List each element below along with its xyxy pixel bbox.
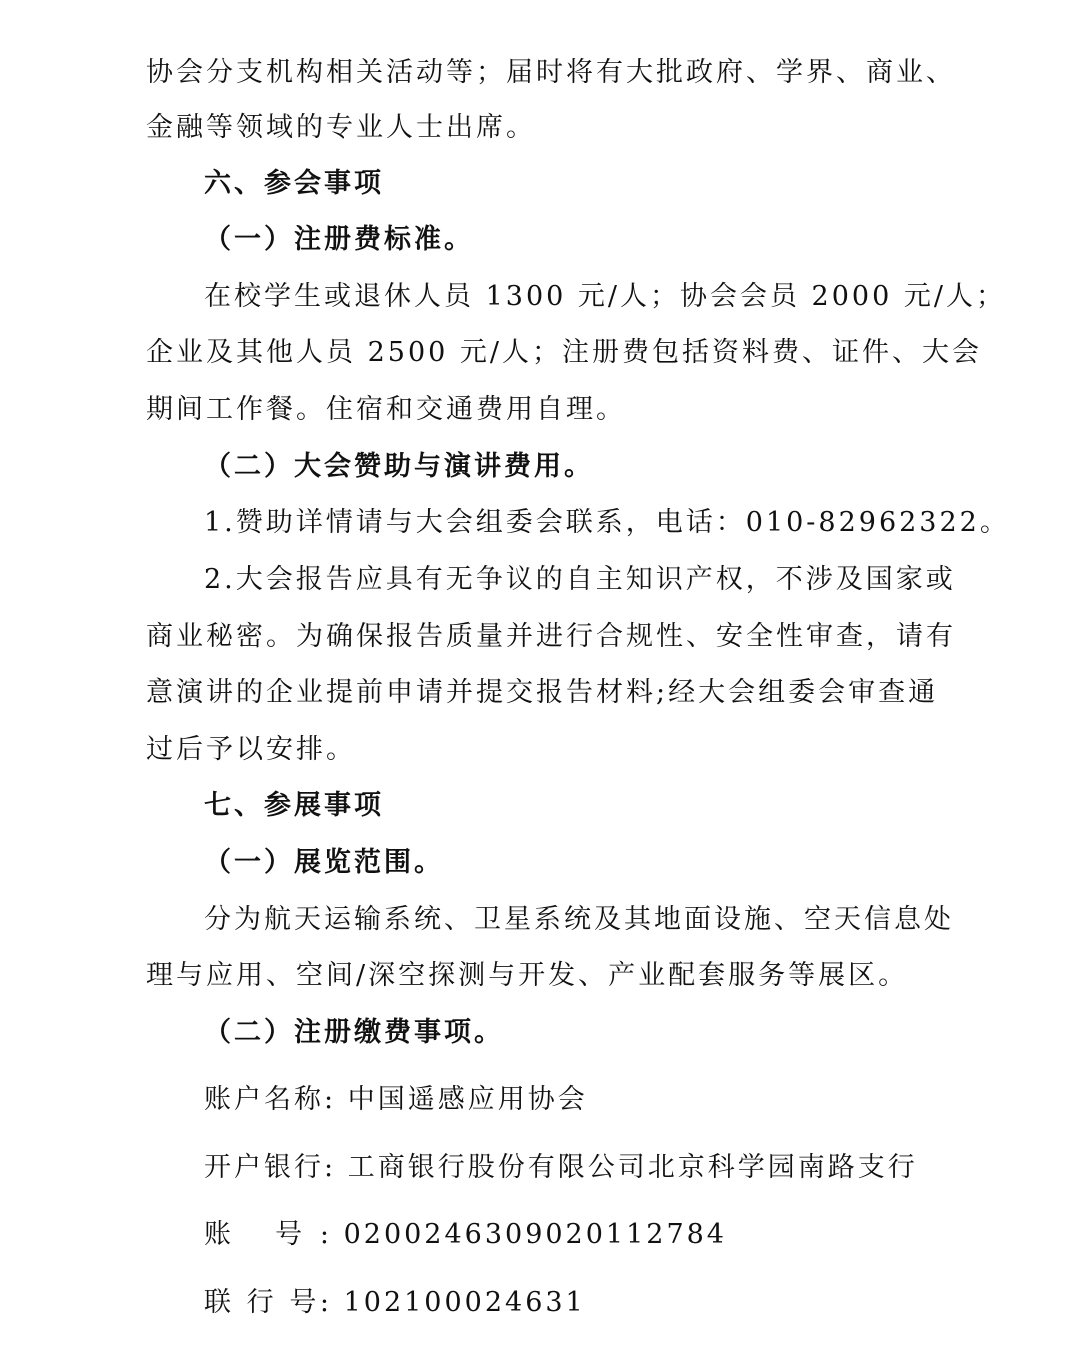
bank-row [204,1151,918,1185]
bank-label: 开户银行: [204,1152,337,1183]
paragraph-line: 理与应用、空间/深空探测与开发、产业配套服务等展区。 [146,960,909,991]
paragraph-line: 意演讲的企业提前申请并提交报告材料;经大会组委会审查通 [146,677,939,708]
paragraph-line: 协会分支机构相关活动等；届时将有大批政府、学界、商业、 [146,57,956,88]
subsection-heading-payment: （二）注册缴费事项。 [204,1017,504,1048]
paragraph-line: 商业秘密。为确保报告质量并进行合规性、安全性审查，请有 [146,621,956,652]
paragraph-line: 在校学生或退休人员 1300 元/人；协会会员 2000 元/人； [204,281,1006,312]
account-name-row [204,1083,588,1117]
routing-number-label-part: 行 [246,1287,278,1318]
routing-number-label-part: 号: [289,1287,332,1318]
bank-value: 工商银行股份有限公司北京科学园南路支行 [347,1152,918,1183]
paragraph-line: 过后予以安排。 [146,734,356,765]
section-heading-6: 六、参会事项 [204,168,384,199]
paragraph-line: 企业及其他人员 2500 元/人；注册费包括资料费、证件、大会 [146,337,982,368]
account-number-row [204,1218,727,1252]
paragraph-line: 1.赞助详情请与大会组委会联系，电话：010-82962322。 [204,507,1010,538]
account-name-value: 中国遥感应用协会 [347,1084,588,1115]
account-name-label: 账户名称: [204,1084,337,1115]
subsection-heading-exhibition-scope: （一）展览范围。 [204,847,444,878]
paragraph-line: 金融等领域的专业人士出席。 [146,112,536,143]
routing-number-row [204,1286,586,1320]
subsection-heading-sponsorship: （二）大会赞助与演讲费用。 [204,451,594,482]
routing-number-label-part: 联 [204,1287,235,1318]
account-number-label [204,1218,332,1252]
paragraph-line: 分为航天运输系统、卫星系统及其地面设施、空天信息处 [204,904,954,935]
paragraph-line: 期间工作餐。住宿和交通费用自理。 [146,394,626,425]
paragraph-line: 2.大会报告应具有无争议的自主知识产权，不涉及国家或 [204,564,956,595]
routing-number-value: 102100024631 [343,1287,586,1318]
account-number-value: 0200246309020112784 [343,1219,727,1250]
section-heading-7: 七、参展事项 [204,790,384,821]
account-number-label-part: 账 [204,1219,249,1250]
routing-number-label [204,1286,332,1320]
account-number-label-part: 号: [275,1219,332,1250]
subsection-heading-registration-fee: （一）注册费标准。 [204,224,474,255]
